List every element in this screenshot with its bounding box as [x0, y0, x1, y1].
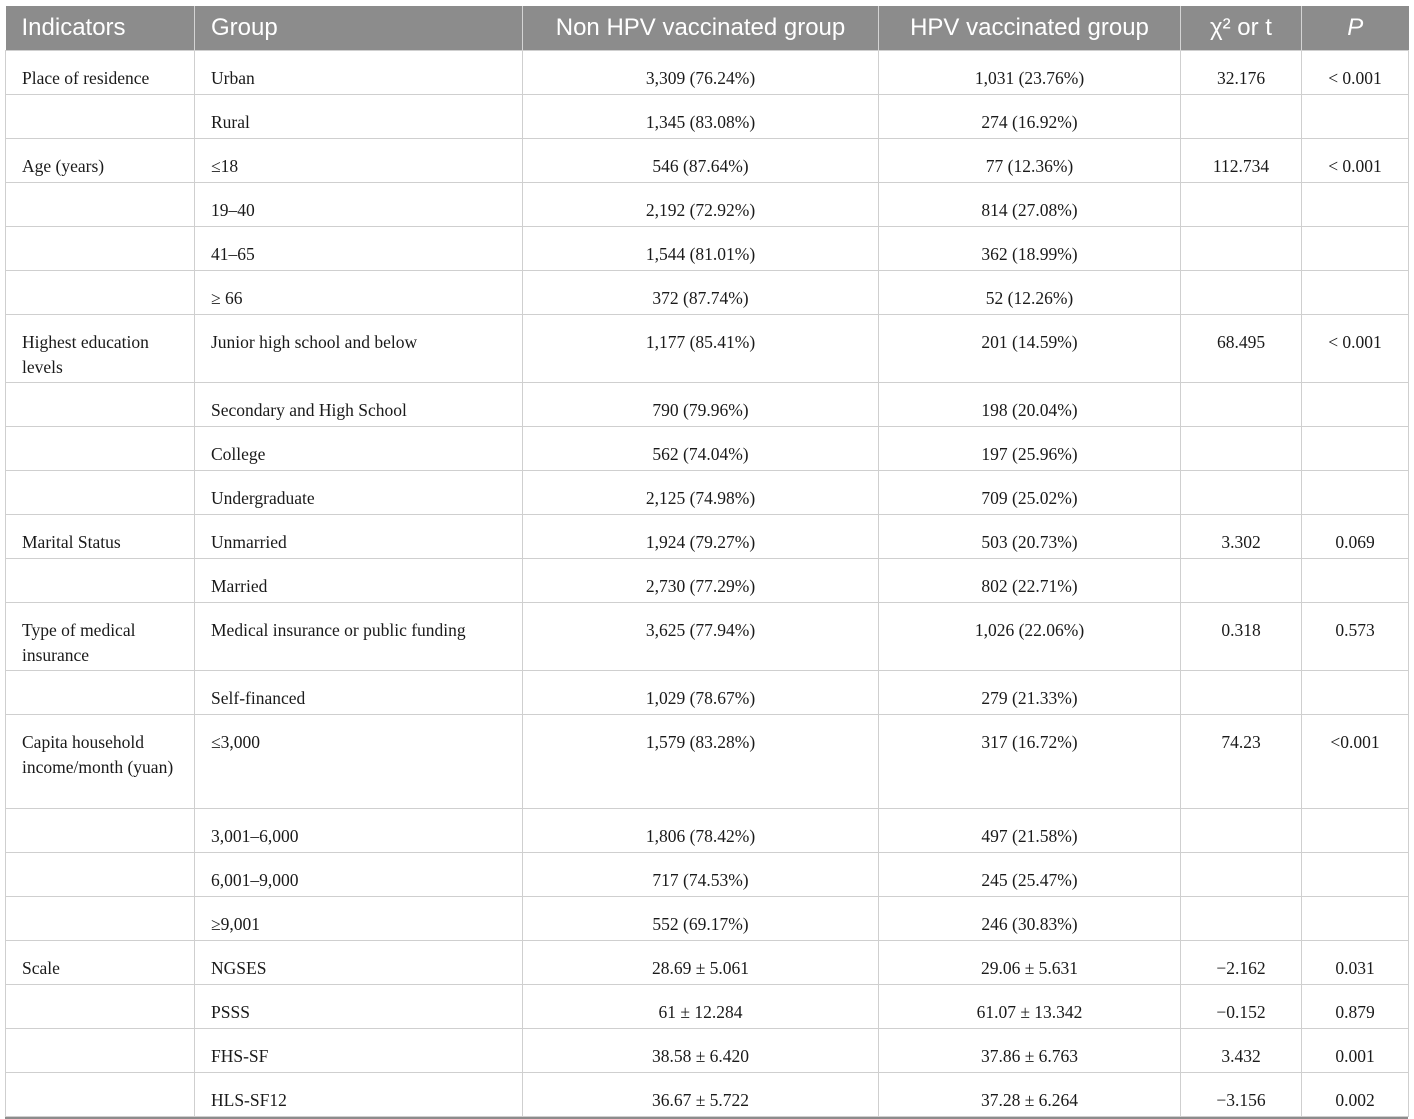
- table-row: [6, 559, 1409, 603]
- cell-p: [1302, 427, 1409, 471]
- cell-non-vaccinated: 717 (74.53%): [523, 853, 879, 897]
- cell-chi-t: 32.176: [1181, 51, 1302, 95]
- table-row: [6, 183, 1409, 227]
- cell-p: [1302, 853, 1409, 897]
- cell-indicator: Highest education levels: [6, 315, 195, 383]
- table-row: [6, 715, 1409, 809]
- table-row: [6, 383, 1409, 427]
- cell-chi-t: [1181, 227, 1302, 271]
- cell-chi-t: [1181, 95, 1302, 139]
- cell-indicator: [6, 183, 195, 227]
- cell-non-vaccinated: 1,029 (78.67%): [523, 671, 879, 715]
- cell-group: Self-financed: [195, 671, 523, 715]
- table-header-row: [6, 6, 1409, 51]
- cell-group: 19–40: [195, 183, 523, 227]
- cell-vaccinated: 317 (16.72%): [879, 715, 1181, 809]
- cell-group: FHS-SF: [195, 1029, 523, 1073]
- cell-vaccinated: 1,031 (23.76%): [879, 51, 1181, 95]
- header-p: [1302, 6, 1409, 51]
- cell-indicator: Type of medical insurance: [6, 603, 195, 671]
- cell-indicator: Age (years): [6, 139, 195, 183]
- cell-non-vaccinated: 1,806 (78.42%): [523, 809, 879, 853]
- cell-group: Urban: [195, 51, 523, 95]
- cell-non-vaccinated: 1,345 (83.08%): [523, 95, 879, 139]
- cell-p: [1302, 559, 1409, 603]
- cell-vaccinated: 201 (14.59%): [879, 315, 1181, 383]
- cell-indicator: [6, 271, 195, 315]
- table-row: [6, 1029, 1409, 1073]
- cell-vaccinated: 503 (20.73%): [879, 515, 1181, 559]
- table-row: [6, 95, 1409, 139]
- cell-group: Secondary and High School: [195, 383, 523, 427]
- cell-p: 0.069: [1302, 515, 1409, 559]
- cell-non-vaccinated: 36.67 ± 5.722: [523, 1073, 879, 1117]
- table-container: [5, 6, 1408, 1119]
- cell-non-vaccinated: 372 (87.74%): [523, 271, 879, 315]
- cell-non-vaccinated: 28.69 ± 5.061: [523, 941, 879, 985]
- cell-chi-t: 74.23: [1181, 715, 1302, 809]
- header-indicators: Indicators: [6, 6, 195, 51]
- cell-vaccinated: 37.86 ± 6.763: [879, 1029, 1181, 1073]
- table-row: [6, 515, 1409, 559]
- cell-group: ≤3,000: [195, 715, 523, 809]
- cell-p: 0.879: [1302, 985, 1409, 1029]
- cell-vaccinated: 197 (25.96%): [879, 427, 1181, 471]
- cell-chi-t: [1181, 897, 1302, 941]
- cell-non-vaccinated: 790 (79.96%): [523, 383, 879, 427]
- cell-group: 41–65: [195, 227, 523, 271]
- cell-indicator: Scale: [6, 941, 195, 985]
- cell-chi-t: 68.495: [1181, 315, 1302, 383]
- table-row: [6, 941, 1409, 985]
- cell-group: 3,001–6,000: [195, 809, 523, 853]
- cell-vaccinated: 246 (30.83%): [879, 897, 1181, 941]
- cell-indicator: [6, 427, 195, 471]
- cell-group: HLS-SF12: [195, 1073, 523, 1117]
- cell-indicator: Place of residence: [6, 51, 195, 95]
- cell-non-vaccinated: 1,579 (83.28%): [523, 715, 879, 809]
- cell-chi-t: [1181, 471, 1302, 515]
- table-row: [6, 853, 1409, 897]
- cell-chi-t: [1181, 427, 1302, 471]
- cell-vaccinated: 29.06 ± 5.631: [879, 941, 1181, 985]
- cell-p: [1302, 809, 1409, 853]
- cell-indicator: Marital Status: [6, 515, 195, 559]
- cell-p: [1302, 95, 1409, 139]
- table-row: [6, 427, 1409, 471]
- cell-p: < 0.001: [1302, 315, 1409, 383]
- cell-chi-t: −3.156: [1181, 1073, 1302, 1117]
- cell-chi-t: 0.318: [1181, 603, 1302, 671]
- cell-indicator: [6, 985, 195, 1029]
- cell-group: Married: [195, 559, 523, 603]
- cell-non-vaccinated: 2,125 (74.98%): [523, 471, 879, 515]
- cell-chi-t: [1181, 671, 1302, 715]
- cell-vaccinated: 362 (18.99%): [879, 227, 1181, 271]
- header-vaccinated: HPV vaccinated group: [879, 6, 1181, 51]
- cell-chi-t: [1181, 853, 1302, 897]
- cell-chi-t: [1181, 183, 1302, 227]
- cell-p: 0.001: [1302, 1029, 1409, 1073]
- cell-chi-t: −2.162: [1181, 941, 1302, 985]
- cell-indicator: [6, 471, 195, 515]
- cell-group: ≤18: [195, 139, 523, 183]
- cell-non-vaccinated: 1,924 (79.27%): [523, 515, 879, 559]
- cell-vaccinated: 802 (22.71%): [879, 559, 1181, 603]
- cell-group: Medical insurance or public funding: [195, 603, 523, 671]
- table-row: [6, 227, 1409, 271]
- cell-non-vaccinated: 1,177 (85.41%): [523, 315, 879, 383]
- cell-indicator: [6, 809, 195, 853]
- cell-vaccinated: 497 (21.58%): [879, 809, 1181, 853]
- cell-vaccinated: 198 (20.04%): [879, 383, 1181, 427]
- cell-group: Junior high school and below: [195, 315, 523, 383]
- cell-chi-t: [1181, 809, 1302, 853]
- cell-p: 0.031: [1302, 941, 1409, 985]
- cell-group: Undergraduate: [195, 471, 523, 515]
- header-p-label: P: [1347, 14, 1364, 41]
- cell-group: NGSES: [195, 941, 523, 985]
- cell-indicator: [6, 1073, 195, 1117]
- cell-p: < 0.001: [1302, 139, 1409, 183]
- cell-vaccinated: 37.28 ± 6.264: [879, 1073, 1181, 1117]
- header-chi-t: χ² or t: [1181, 6, 1302, 51]
- cell-chi-t: [1181, 271, 1302, 315]
- cell-vaccinated: 52 (12.26%): [879, 271, 1181, 315]
- cell-group: Unmarried: [195, 515, 523, 559]
- cell-group: College: [195, 427, 523, 471]
- cell-non-vaccinated: 38.58 ± 6.420: [523, 1029, 879, 1073]
- table-row: [6, 471, 1409, 515]
- cell-indicator: [6, 853, 195, 897]
- cell-non-vaccinated: 2,192 (72.92%): [523, 183, 879, 227]
- cell-non-vaccinated: 552 (69.17%): [523, 897, 879, 941]
- table-row: [6, 271, 1409, 315]
- table-row: [6, 809, 1409, 853]
- cell-indicator: [6, 95, 195, 139]
- cell-group: ≥ 66: [195, 271, 523, 315]
- cell-p: [1302, 227, 1409, 271]
- cell-non-vaccinated: 3,309 (76.24%): [523, 51, 879, 95]
- cell-chi-t: 3.432: [1181, 1029, 1302, 1073]
- cell-vaccinated: 1,026 (22.06%): [879, 603, 1181, 671]
- cell-vaccinated: 279 (21.33%): [879, 671, 1181, 715]
- cell-p: 0.002: [1302, 1073, 1409, 1117]
- cell-non-vaccinated: 61 ± 12.284: [523, 985, 879, 1029]
- cell-p: [1302, 897, 1409, 941]
- cell-vaccinated: 274 (16.92%): [879, 95, 1181, 139]
- cell-chi-t: [1181, 559, 1302, 603]
- table-row: [6, 1073, 1409, 1117]
- cell-p: < 0.001: [1302, 51, 1409, 95]
- table-row: [6, 671, 1409, 715]
- cell-chi-t: [1181, 383, 1302, 427]
- cell-p: 0.573: [1302, 603, 1409, 671]
- table-row: [6, 51, 1409, 95]
- cell-chi-t: 112.734: [1181, 139, 1302, 183]
- cell-indicator: [6, 227, 195, 271]
- cell-group: ≥9,001: [195, 897, 523, 941]
- cell-group: 6,001–9,000: [195, 853, 523, 897]
- table-row: [6, 315, 1409, 383]
- cell-vaccinated: 77 (12.36%): [879, 139, 1181, 183]
- cell-p: <0.001: [1302, 715, 1409, 809]
- cell-indicator: [6, 383, 195, 427]
- table-row: [6, 897, 1409, 941]
- cell-chi-t: 3.302: [1181, 515, 1302, 559]
- cell-vaccinated: 245 (25.47%): [879, 853, 1181, 897]
- header-non-vaccinated: Non HPV vaccinated group: [523, 6, 879, 51]
- cell-vaccinated: 814 (27.08%): [879, 183, 1181, 227]
- cell-p: [1302, 183, 1409, 227]
- table-row: [6, 985, 1409, 1029]
- cell-non-vaccinated: 3,625 (77.94%): [523, 603, 879, 671]
- cell-group: Rural: [195, 95, 523, 139]
- cell-indicator: [6, 559, 195, 603]
- cell-indicator: [6, 897, 195, 941]
- cell-indicator: Capita household income/month (yuan): [6, 715, 195, 809]
- cell-non-vaccinated: 562 (74.04%): [523, 427, 879, 471]
- cell-indicator: [6, 671, 195, 715]
- cell-p: [1302, 383, 1409, 427]
- cell-p: [1302, 471, 1409, 515]
- table-body: [6, 51, 1409, 1117]
- cell-group: PSSS: [195, 985, 523, 1029]
- cell-non-vaccinated: 546 (87.64%): [523, 139, 879, 183]
- cell-vaccinated: 709 (25.02%): [879, 471, 1181, 515]
- data-table: [5, 6, 1409, 1117]
- cell-indicator: [6, 1029, 195, 1073]
- cell-p: [1302, 271, 1409, 315]
- cell-chi-t: −0.152: [1181, 985, 1302, 1029]
- cell-non-vaccinated: 1,544 (81.01%): [523, 227, 879, 271]
- table-row: [6, 139, 1409, 183]
- header-group: Group: [195, 6, 523, 51]
- cell-vaccinated: 61.07 ± 13.342: [879, 985, 1181, 1029]
- table-row: [6, 603, 1409, 671]
- cell-non-vaccinated: 2,730 (77.29%): [523, 559, 879, 603]
- cell-p: [1302, 671, 1409, 715]
